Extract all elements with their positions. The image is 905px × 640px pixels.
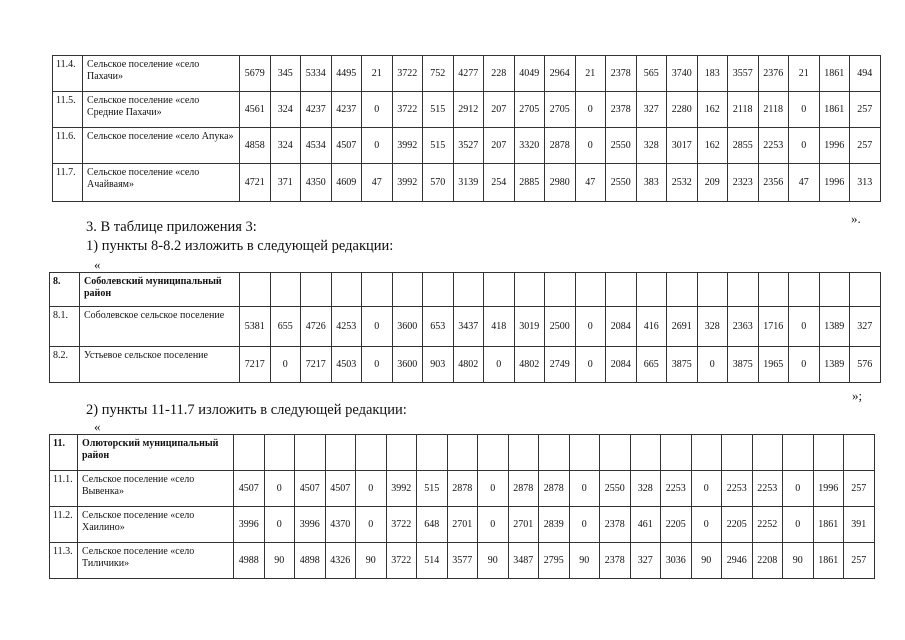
value-cell: 0 — [356, 471, 387, 507]
value-cell: 4507 — [295, 471, 326, 507]
value-cell: 416 — [636, 307, 667, 347]
value-cell: 2252 — [752, 507, 783, 543]
value-cell: 4507 — [234, 471, 265, 507]
value-cell: 3557 — [728, 56, 759, 92]
value-cell: 383 — [636, 164, 667, 202]
value-cell: 2701 — [447, 507, 478, 543]
value-cell: 2500 — [545, 307, 576, 347]
value-cell: 515 — [417, 471, 448, 507]
value-cell: 0 — [264, 471, 295, 507]
value-cell: 2878 — [508, 471, 539, 507]
value-cell: 47 — [362, 164, 393, 202]
value-cell: 4802 — [453, 347, 484, 383]
value-cell: 3992 — [392, 164, 423, 202]
opening-quote-2: « — [94, 419, 101, 434]
value-cell: 327 — [630, 543, 661, 579]
value-cell: 665 — [636, 347, 667, 383]
value-cell: 2855 — [728, 128, 759, 164]
value-cell: 3722 — [392, 92, 423, 128]
value-cell: 0 — [575, 307, 606, 347]
table-row — [50, 471, 875, 507]
value-cell: 0 — [789, 92, 820, 128]
value-cell: 752 — [423, 56, 454, 92]
value-cell: 4561 — [240, 92, 271, 128]
table-row — [53, 164, 881, 202]
table-sobolevsky — [49, 272, 881, 383]
value-cell: 2356 — [758, 164, 789, 202]
value-cell: 2980 — [545, 164, 576, 202]
value-cell: 4237 — [301, 92, 332, 128]
item-1-heading: 1) пункты 8-8.2 изложить в следующей редакции: — [86, 238, 394, 254]
value-cell: 2550 — [606, 128, 637, 164]
value-cell: 328 — [697, 307, 728, 347]
value-cell: 207 — [484, 128, 515, 164]
value-cell: 257 — [850, 128, 881, 164]
item-2-heading: 2) пункты 11-11.7 изложить в следующей редакции: — [86, 402, 407, 418]
value-cell: 2363 — [728, 307, 759, 347]
value-cell: 1996 — [813, 471, 844, 507]
value-cell: 21 — [575, 56, 606, 92]
closing-quote-2: »; — [852, 388, 863, 403]
district-name: Олюторский муниципальный район — [78, 435, 234, 471]
value-cell: 0 — [789, 307, 820, 347]
value-cell: 653 — [423, 307, 454, 347]
value-cell: 4609 — [331, 164, 362, 202]
value-cell: 3996 — [234, 507, 265, 543]
value-cell: 0 — [569, 471, 600, 507]
value-cell: 2964 — [545, 56, 576, 92]
value-cell: 90 — [569, 543, 600, 579]
value-cell: 3527 — [453, 128, 484, 164]
value-cell: 2878 — [447, 471, 478, 507]
value-cell: 570 — [423, 164, 454, 202]
table-row — [50, 307, 881, 347]
value-cell: 4988 — [234, 543, 265, 579]
value-cell: 47 — [575, 164, 606, 202]
value-cell: 90 — [264, 543, 295, 579]
value-cell: 2378 — [600, 543, 631, 579]
value-cell: 4495 — [331, 56, 362, 92]
value-cell: 514 — [417, 543, 448, 579]
value-cell: 3722 — [386, 543, 417, 579]
value-cell: 2118 — [758, 92, 789, 128]
table-row — [50, 507, 875, 543]
value-cell: 2253 — [722, 471, 753, 507]
value-cell: 90 — [478, 543, 509, 579]
district-name: Соболевский муниципальный район — [80, 273, 240, 307]
value-cell: 2376 — [758, 56, 789, 92]
value-cell: 207 — [484, 92, 515, 128]
value-cell: 4898 — [295, 543, 326, 579]
value-cell: 648 — [417, 507, 448, 543]
value-cell: 1861 — [819, 56, 850, 92]
value-cell: 3996 — [295, 507, 326, 543]
value-cell: 515 — [423, 128, 454, 164]
value-cell: 345 — [270, 56, 301, 92]
value-cell: 2705 — [545, 92, 576, 128]
row-number: 11.3. — [50, 543, 78, 579]
value-cell: 0 — [789, 347, 820, 383]
value-cell: 5679 — [240, 56, 271, 92]
value-cell: 3437 — [453, 307, 484, 347]
value-cell: 2839 — [539, 507, 570, 543]
value-cell: 324 — [270, 128, 301, 164]
value-cell: 2705 — [514, 92, 545, 128]
value-cell: 0 — [362, 307, 393, 347]
value-cell: 328 — [636, 128, 667, 164]
settlement-name: Сельское поселение «село Вывенка» — [78, 471, 234, 507]
value-cell: 5381 — [240, 307, 271, 347]
value-cell: 3577 — [447, 543, 478, 579]
value-cell: 0 — [697, 347, 728, 383]
value-cell: 257 — [844, 471, 875, 507]
value-cell: 4326 — [325, 543, 356, 579]
row-number: 11.6. — [53, 128, 83, 164]
value-cell: 371 — [270, 164, 301, 202]
table-olyutorsky — [49, 434, 875, 579]
value-cell: 3019 — [514, 307, 545, 347]
value-cell: 1996 — [819, 128, 850, 164]
settlement-name: Сельское поселение «село Тиличики» — [78, 543, 234, 579]
value-cell: 228 — [484, 56, 515, 92]
value-cell: 0 — [691, 507, 722, 543]
value-cell: 0 — [362, 347, 393, 383]
value-cell: 4721 — [240, 164, 271, 202]
value-cell: 2550 — [606, 164, 637, 202]
value-cell: 3487 — [508, 543, 539, 579]
table-row — [53, 56, 881, 92]
value-cell: 4237 — [331, 92, 362, 128]
value-cell: 0 — [270, 347, 301, 383]
value-cell: 461 — [630, 507, 661, 543]
value-cell: 4802 — [514, 347, 545, 383]
value-cell: 0 — [484, 347, 515, 383]
settlement-name: Соболевское сельское поселение — [80, 307, 240, 347]
value-cell: 4370 — [325, 507, 356, 543]
value-cell: 90 — [356, 543, 387, 579]
value-cell: 4503 — [331, 347, 362, 383]
value-cell: 3600 — [392, 307, 423, 347]
value-cell: 2878 — [545, 128, 576, 164]
value-cell: 4858 — [240, 128, 271, 164]
table-row — [50, 347, 881, 383]
value-cell: 90 — [691, 543, 722, 579]
value-cell: 2280 — [667, 92, 698, 128]
value-cell: 209 — [697, 164, 728, 202]
value-cell: 4253 — [331, 307, 362, 347]
value-cell: 3722 — [386, 507, 417, 543]
row-number: 11.5. — [53, 92, 83, 128]
value-cell: 4726 — [301, 307, 332, 347]
value-cell: 47 — [789, 164, 820, 202]
value-cell: 2118 — [728, 92, 759, 128]
value-cell: 183 — [697, 56, 728, 92]
value-cell: 2323 — [728, 164, 759, 202]
value-cell: 0 — [362, 128, 393, 164]
row-number: 11.2. — [50, 507, 78, 543]
opening-quote-1: « — [94, 257, 101, 272]
value-cell: 3036 — [661, 543, 692, 579]
value-cell: 2084 — [606, 347, 637, 383]
value-cell: 0 — [783, 471, 814, 507]
value-cell: 3875 — [667, 347, 698, 383]
value-cell: 1996 — [819, 164, 850, 202]
value-cell: 576 — [850, 347, 881, 383]
value-cell: 4507 — [331, 128, 362, 164]
value-cell: 257 — [844, 543, 875, 579]
row-number: 8.1. — [50, 307, 80, 347]
value-cell: 0 — [575, 92, 606, 128]
value-cell: 2378 — [600, 507, 631, 543]
value-cell: 4534 — [301, 128, 332, 164]
value-cell: 494 — [850, 56, 881, 92]
settlement-name: Устьевое сельское поселение — [80, 347, 240, 383]
value-cell: 2795 — [539, 543, 570, 579]
value-cell: 2701 — [508, 507, 539, 543]
value-cell: 90 — [783, 543, 814, 579]
row-number: 11. — [50, 435, 78, 471]
settlement-name: Сельское поселение «село Средние Пахачи» — [83, 92, 240, 128]
value-cell: 3017 — [667, 128, 698, 164]
value-cell: 4277 — [453, 56, 484, 92]
value-cell: 2378 — [606, 56, 637, 92]
settlement-name: Сельское поселение «село Ачайваям» — [83, 164, 240, 202]
value-cell: 3992 — [386, 471, 417, 507]
value-cell: 0 — [569, 507, 600, 543]
value-cell: 327 — [636, 92, 667, 128]
value-cell: 0 — [478, 507, 509, 543]
value-cell: 515 — [423, 92, 454, 128]
row-number: 8. — [50, 273, 80, 307]
value-cell: 0 — [356, 507, 387, 543]
value-cell: 1716 — [758, 307, 789, 347]
value-cell: 257 — [850, 92, 881, 128]
value-cell: 324 — [270, 92, 301, 128]
value-cell: 2885 — [514, 164, 545, 202]
value-cell: 2205 — [722, 507, 753, 543]
row-number: 11.4. — [53, 56, 83, 92]
value-cell: 0 — [575, 347, 606, 383]
value-cell: 162 — [697, 128, 728, 164]
value-cell: 0 — [789, 128, 820, 164]
value-cell: 2532 — [667, 164, 698, 202]
section-heading: 3. В таблице приложения 3: — [86, 219, 257, 235]
value-cell: 2912 — [453, 92, 484, 128]
value-cell: 3320 — [514, 128, 545, 164]
value-cell: 313 — [850, 164, 881, 202]
value-cell: 327 — [850, 307, 881, 347]
value-cell: 565 — [636, 56, 667, 92]
value-cell: 655 — [270, 307, 301, 347]
value-cell: 0 — [264, 507, 295, 543]
closing-quote-1: ». — [851, 211, 861, 226]
value-cell: 4049 — [514, 56, 545, 92]
value-cell: 1389 — [819, 347, 850, 383]
settlement-name: Сельское поселение «село Апука» — [83, 128, 240, 164]
value-cell: 1861 — [813, 543, 844, 579]
value-cell: 1389 — [819, 307, 850, 347]
value-cell: 5334 — [301, 56, 332, 92]
value-cell: 2253 — [661, 471, 692, 507]
value-cell: 3992 — [392, 128, 423, 164]
value-cell: 2378 — [606, 92, 637, 128]
value-cell: 0 — [575, 128, 606, 164]
value-cell: 2253 — [758, 128, 789, 164]
value-cell: 1861 — [813, 507, 844, 543]
value-cell: 3875 — [728, 347, 759, 383]
value-cell: 1965 — [758, 347, 789, 383]
value-cell: 4350 — [301, 164, 332, 202]
table-olyutorsky-continuation — [52, 55, 881, 202]
value-cell: 2208 — [752, 543, 783, 579]
row-number: 11.7. — [53, 164, 83, 202]
table-header-row — [50, 435, 875, 471]
value-cell: 0 — [478, 471, 509, 507]
value-cell: 418 — [484, 307, 515, 347]
value-cell: 1861 — [819, 92, 850, 128]
table-row — [53, 92, 881, 128]
value-cell: 3722 — [392, 56, 423, 92]
value-cell: 0 — [362, 92, 393, 128]
value-cell: 2253 — [752, 471, 783, 507]
value-cell: 254 — [484, 164, 515, 202]
value-cell: 2749 — [545, 347, 576, 383]
value-cell: 2205 — [661, 507, 692, 543]
value-cell: 3740 — [667, 56, 698, 92]
row-number: 11.1. — [50, 471, 78, 507]
table-row — [53, 128, 881, 164]
value-cell: 2691 — [667, 307, 698, 347]
settlement-name: Сельское поселение «село Хаилино» — [78, 507, 234, 543]
value-cell: 162 — [697, 92, 728, 128]
value-cell: 21 — [362, 56, 393, 92]
value-cell: 391 — [844, 507, 875, 543]
value-cell: 328 — [630, 471, 661, 507]
value-cell: 2878 — [539, 471, 570, 507]
table-header-row — [50, 273, 881, 307]
value-cell: 3139 — [453, 164, 484, 202]
value-cell: 2084 — [606, 307, 637, 347]
value-cell: 2946 — [722, 543, 753, 579]
value-cell: 0 — [691, 471, 722, 507]
value-cell: 21 — [789, 56, 820, 92]
value-cell: 4507 — [325, 471, 356, 507]
value-cell: 2550 — [600, 471, 631, 507]
table-row — [50, 543, 875, 579]
value-cell: 3600 — [392, 347, 423, 383]
row-number: 8.2. — [50, 347, 80, 383]
value-cell: 903 — [423, 347, 454, 383]
value-cell: 0 — [783, 507, 814, 543]
value-cell: 7217 — [301, 347, 332, 383]
value-cell: 7217 — [240, 347, 271, 383]
settlement-name: Сельское поселение «село Пахачи» — [83, 56, 240, 92]
